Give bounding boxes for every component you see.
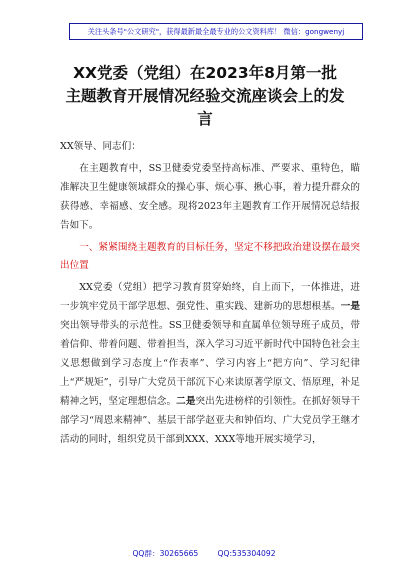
greeting: XX领导、同志们： (60, 141, 141, 152)
point-marker-1: 一是 (340, 301, 361, 313)
point-1-text: 突出领导带头的示范性。SS卫健委领导和直属单位领导班子成员，带着信仰、带着问题、带着担当，深入学习习近平新时代中国特色社会主义思想做到学习态度上“作表率”、学习内容上“把方向”、学习纪律上“严规矩”，引导广大党员干部沉下心来读原著学原文、悟原理，补足精神之钙，坚定理想信念。 (60, 320, 360, 407)
title-line-3: 言 (197, 110, 213, 128)
promo-banner-text: 关注头条号"公文研究"，获得最新最全最专业的公文资料库！ 微信：gongwenyj (87, 27, 345, 36)
document-title (40, 62, 370, 131)
point-2-text: 突出先进榜样的引领性。在抓好领导干部学习“周恩来精神”、基层干部学赵亚夫和钟佰均、广大党员学王继才活动的同时，组织党员干部到XXX、XXX等地开展实境学习， (60, 395, 361, 445)
title-line-1: XX党委（党组）在2023年8月第一批 (73, 64, 337, 82)
section-heading-1: 一、紧紧围绕主题教育的目标任务，坚定不移把政治建设摆在最突出位置 (60, 241, 360, 272)
promo-banner[interactable] (69, 23, 363, 40)
paragraph-intro: 在主题教育中，SS卫健委党委坚持高标准、严要求、重特色，瞄准解决卫生健康领域群众的操心事、烦心事、揪心事，着力提升群众的获得感、幸福感、安全感。现将2023年主题教育工作开展情况总结报告如下。 (60, 162, 360, 231)
paragraph-section-1 (60, 279, 360, 449)
point-marker-2: 二是 (176, 395, 196, 407)
paragraph-section-1-lead: XX党委（党组）把学习教育贯穿始终，自上而下，一体推进，进一步筑牢党员干部学思想、强党性、重实践、建新功的思想根基。 (60, 282, 360, 313)
footer-qq-group: QQ群：30265665 (132, 549, 199, 558)
title-line-2: 主题教育开展情况经验交流座谈会上的发 (65, 87, 345, 105)
document-body (60, 138, 360, 450)
footer-qq: QQ:535304092 (217, 549, 276, 558)
contact-footer (0, 548, 408, 559)
